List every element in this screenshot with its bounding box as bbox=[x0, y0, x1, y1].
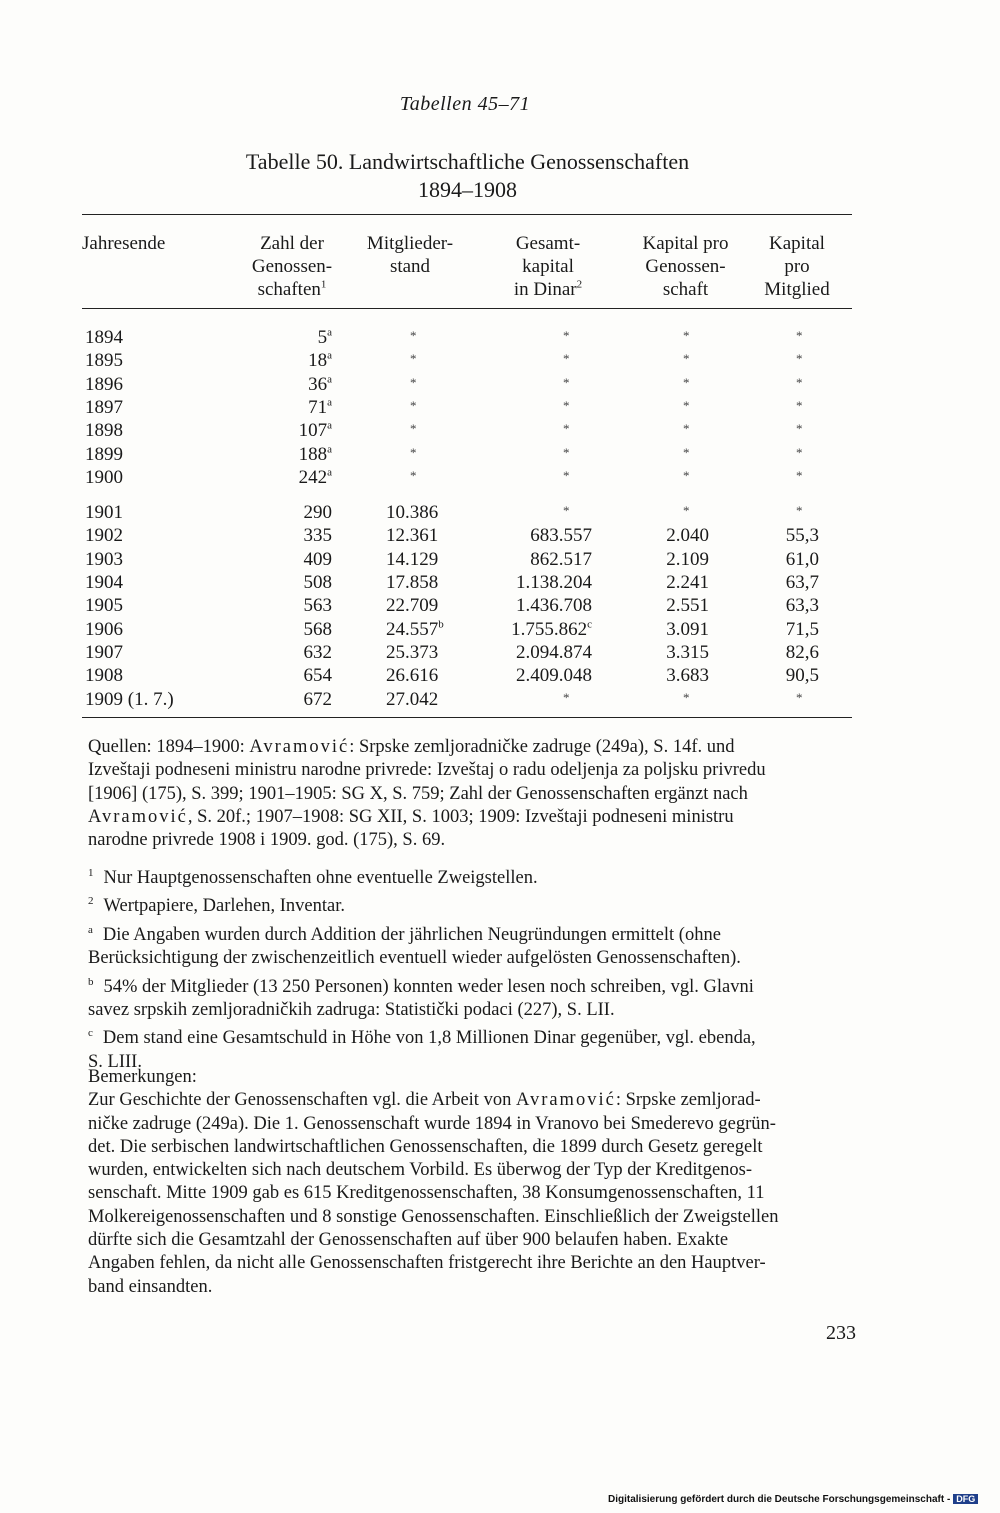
cell-capital: 2.094.874 bbox=[516, 641, 592, 663]
footnotes bbox=[88, 862, 858, 1074]
row-year: 1904 bbox=[85, 572, 123, 593]
row-year: 1900 bbox=[85, 466, 123, 488]
footnote-mark: a bbox=[88, 923, 93, 936]
row-year: 1894 bbox=[85, 327, 123, 348]
cell-capital: * bbox=[563, 689, 570, 705]
cell-per-member: * bbox=[796, 351, 803, 367]
cell-per-coop: 2.241 bbox=[666, 572, 709, 593]
bottom-rule bbox=[82, 717, 852, 718]
cell-count: 672 bbox=[303, 688, 332, 710]
footnote-text: Die Angaben wurden durch Addition der jährlichen Neugründungen ermittelt (ohne bbox=[102, 925, 721, 946]
cell-per-coop: 2.040 bbox=[666, 525, 709, 547]
header-capital: Gesamt- kapital in Dinar$^2$ bbox=[513, 233, 583, 300]
cell-members: * bbox=[410, 467, 417, 483]
cell-per-member: * bbox=[796, 374, 803, 390]
cell-members: 26.616 bbox=[386, 665, 439, 687]
cell-members: 22.709 bbox=[386, 595, 439, 617]
cell-capital: * bbox=[563, 374, 570, 390]
footer bbox=[608, 1494, 978, 1505]
footnote bbox=[88, 971, 858, 1023]
footnote-text: Dem stand eine Gesamtschuld in Höhe von 1,8 Millionen Dinar gegenüber, vgl. ebenda, bbox=[102, 1028, 756, 1049]
cell-count: 632 bbox=[303, 641, 332, 663]
header-per-coop: Kapital pro Genossen- schaft bbox=[642, 233, 729, 300]
row-year: 1901 bbox=[85, 502, 123, 524]
cell-members: 27.042 bbox=[386, 688, 439, 710]
footnote-mark: 1 bbox=[88, 867, 94, 879]
cell-per-member: 71,5 bbox=[785, 618, 819, 640]
table-title-line2: 1894–1908 bbox=[418, 177, 517, 202]
row-year: 1909 (1. 7.) bbox=[85, 688, 174, 710]
cell-per-coop: 2.551 bbox=[666, 595, 709, 617]
row-year: 1906 bbox=[85, 618, 123, 640]
row-year: 1899 bbox=[85, 443, 123, 465]
cell-per-member: * bbox=[796, 467, 803, 483]
footnote-text: S. LIII. bbox=[88, 1051, 142, 1072]
cell-capital: * bbox=[563, 351, 570, 367]
cell-per-coop: * bbox=[683, 374, 690, 390]
footnote-text: Berücksichtigung der zwischenzeitlich eventuell wieder aufgelösten Genossenschaften). bbox=[88, 948, 741, 969]
cell-members: * bbox=[410, 351, 417, 367]
cell-per-member: * bbox=[796, 328, 803, 343]
cell-per-member: 82,6 bbox=[785, 641, 819, 663]
cell-count: 188$^a$ bbox=[298, 443, 332, 465]
remarks: Bemerkungen: Zur Geschichte der Genossenschaften vgl. die Arbeit von Avramović: Srpske zemljorad- ničke zadruge (249a). Die 1. Genossenschaft wurde 1894 in Vranovo bei Smederevo gegrün- det. Die serbischen landwirtschaftlichen Genossenschaften, die 1899 durch Gesetz geregelt wurden, entwickelten sich nach deutschem Vorbild. Es überwog der Typ der Kreditgenos- senschaft. Mitte 1909 gab es 615 Kreditgenossenschaften, 38 Konsumgenossenschaften, 11 Molkereigenossenschaften und 8 sonstige Genossenschaften. Einschließlich der Zweigstellen dürfte sich die Gesamtzahl der Genossenschaften auf über 900 belaufen haben. Exakte Angaben fehlen, da nicht alle Genossenschaften fristgerecht ihre Berichte an den Hauptver- band einsandten. bbox=[88, 1067, 779, 1297]
top-rule bbox=[82, 214, 852, 215]
cell-capital: * bbox=[563, 444, 570, 460]
table-title-line1: Tabelle 50. Landwirtschaftliche Genossenschaften bbox=[245, 149, 690, 174]
footnote-text: Nur Hauptgenossenschaften ohne eventuelle Zweigstellen. bbox=[103, 868, 538, 889]
header-count: Zahl der Genossen- schaften$^1$ bbox=[251, 233, 333, 300]
footnote-text: Wertpapiere, Darlehen, Inventar. bbox=[103, 896, 345, 917]
cell-count: 71$^a$ bbox=[308, 396, 332, 418]
row-year: 1896 bbox=[85, 373, 123, 395]
cell-count: 18$^a$ bbox=[308, 349, 332, 372]
footnote bbox=[88, 919, 858, 971]
cell-capital: 1.436.708 bbox=[516, 595, 592, 617]
running-head: Tabellen 45–71 bbox=[399, 93, 531, 115]
cell-count: 5$^a$ bbox=[317, 326, 332, 348]
cell-per-coop: 3.315 bbox=[666, 641, 709, 663]
cell-per-coop: * bbox=[683, 467, 690, 483]
cell-count: 36$^a$ bbox=[308, 373, 332, 395]
cell-capital: * bbox=[563, 421, 570, 437]
cell-capital: * bbox=[563, 328, 570, 343]
cell-capital: 862.517 bbox=[530, 548, 592, 570]
dfg-logo: DFG bbox=[953, 1494, 978, 1504]
cell-per-member: 90,5 bbox=[785, 665, 819, 687]
cell-count: 409 bbox=[303, 548, 332, 570]
cell-per-coop: 3.683 bbox=[666, 665, 709, 687]
row-year: 1895 bbox=[85, 350, 123, 372]
cell-per-coop: * bbox=[683, 689, 690, 705]
page-number: 233 bbox=[826, 1322, 856, 1344]
footnote-text: savez srpskih zemljoradničkih zadruga: Statistički podaci (227), S. LII. bbox=[88, 1000, 615, 1021]
cell-count: 508 bbox=[303, 572, 332, 593]
cell-count: 290 bbox=[303, 502, 332, 524]
cell-capital: 1.755.862$^c$ bbox=[511, 618, 592, 640]
cell-per-coop: * bbox=[683, 444, 690, 460]
cell-count: 242$^a$ bbox=[298, 466, 332, 488]
cell-members: * bbox=[410, 374, 417, 390]
cell-capital: 1.138.204 bbox=[516, 572, 592, 593]
cell-per-coop: * bbox=[683, 397, 690, 413]
sources: Quellen: 1894–1900: Avramović: Srpske zemljoradničke zadruge (249a), S. 14f. und Izveštaji podneseni ministru narodne privrede: Izveštaj o radu odeljenja za poljsku privredu [1906] (175), S. 399; 1901–1905: SG X, S. 759; Zahl der Genossenschaften ergänzt nach Avramović, S. 20f.; 1907–1908: SG XII, S. 1003; 1909: Izveštaji podneseni ministru narodne privrede 1908 i 1909. god. (175), S. 69. bbox=[88, 737, 766, 851]
footnote bbox=[88, 890, 858, 918]
cell-per-coop: * bbox=[683, 503, 690, 519]
cell-members: 12.361 bbox=[386, 525, 439, 547]
header-rule bbox=[82, 308, 852, 309]
row-year: 1907 bbox=[85, 641, 123, 663]
cell-capital: 683.557 bbox=[530, 525, 592, 547]
cell-capital: * bbox=[563, 467, 570, 483]
cell-count: 654 bbox=[303, 665, 332, 687]
cell-per-coop: * bbox=[683, 421, 690, 437]
header-per-member: Kapital pro Mitglied bbox=[764, 233, 830, 300]
cell-members: * bbox=[410, 444, 417, 460]
cell-per-member: * bbox=[796, 689, 803, 705]
cell-per-member: * bbox=[796, 503, 803, 519]
cell-count: 107$^a$ bbox=[298, 419, 332, 442]
cell-members: * bbox=[410, 397, 417, 413]
row-year: 1903 bbox=[85, 548, 123, 570]
cell-per-member: 63,7 bbox=[785, 572, 819, 593]
footer-text: Digitalisierung gefördert durch die Deutsche Forschungsgemeinschaft - bbox=[608, 1494, 951, 1505]
cell-count: 335 bbox=[303, 525, 332, 547]
footnote-text: 54% der Mitglieder (13 250 Personen) konnten weder lesen noch schreiben, vgl. Glavni bbox=[103, 976, 754, 997]
cell-per-coop: * bbox=[683, 328, 690, 343]
cell-members: 10.386 bbox=[386, 502, 439, 524]
footnote-mark: c bbox=[88, 1027, 93, 1040]
cell-per-member: 55,3 bbox=[785, 525, 819, 547]
table-title bbox=[0, 148, 935, 204]
footnote bbox=[88, 862, 858, 890]
cell-members: 17.858 bbox=[386, 572, 439, 593]
footnote-mark: 2 bbox=[88, 895, 94, 908]
cell-capital: 2.409.048 bbox=[516, 665, 592, 687]
cell-members: 24.557$^b$ bbox=[386, 618, 444, 640]
row-year: 1908 bbox=[85, 665, 123, 687]
cell-per-coop: 3.091 bbox=[666, 618, 709, 640]
footnote-mark: b bbox=[88, 975, 94, 988]
cell-per-member: 61,0 bbox=[785, 548, 819, 570]
row-year: 1905 bbox=[85, 595, 123, 617]
cell-per-member: * bbox=[796, 444, 803, 460]
header-year: Jahresende bbox=[82, 233, 166, 254]
cell-count: 563 bbox=[303, 595, 332, 617]
row-year: 1897 bbox=[85, 396, 123, 418]
cell-per-member: 63,3 bbox=[785, 595, 819, 617]
cell-members: 25.373 bbox=[386, 641, 439, 663]
header-members: Mitglieder- stand bbox=[366, 233, 454, 277]
cell-per-coop: * bbox=[683, 351, 690, 367]
cell-count: 568 bbox=[303, 618, 332, 640]
cell-members: * bbox=[410, 328, 417, 343]
cell-capital: * bbox=[563, 397, 570, 413]
cell-per-member: * bbox=[796, 421, 803, 437]
cell-members: 14.129 bbox=[386, 548, 439, 570]
cell-capital: * bbox=[563, 503, 570, 519]
cell-per-coop: 2.109 bbox=[666, 548, 709, 570]
cell-members: * bbox=[410, 421, 417, 437]
cell-per-member: * bbox=[796, 397, 803, 413]
row-year: 1898 bbox=[85, 420, 123, 442]
row-year: 1902 bbox=[85, 525, 123, 547]
